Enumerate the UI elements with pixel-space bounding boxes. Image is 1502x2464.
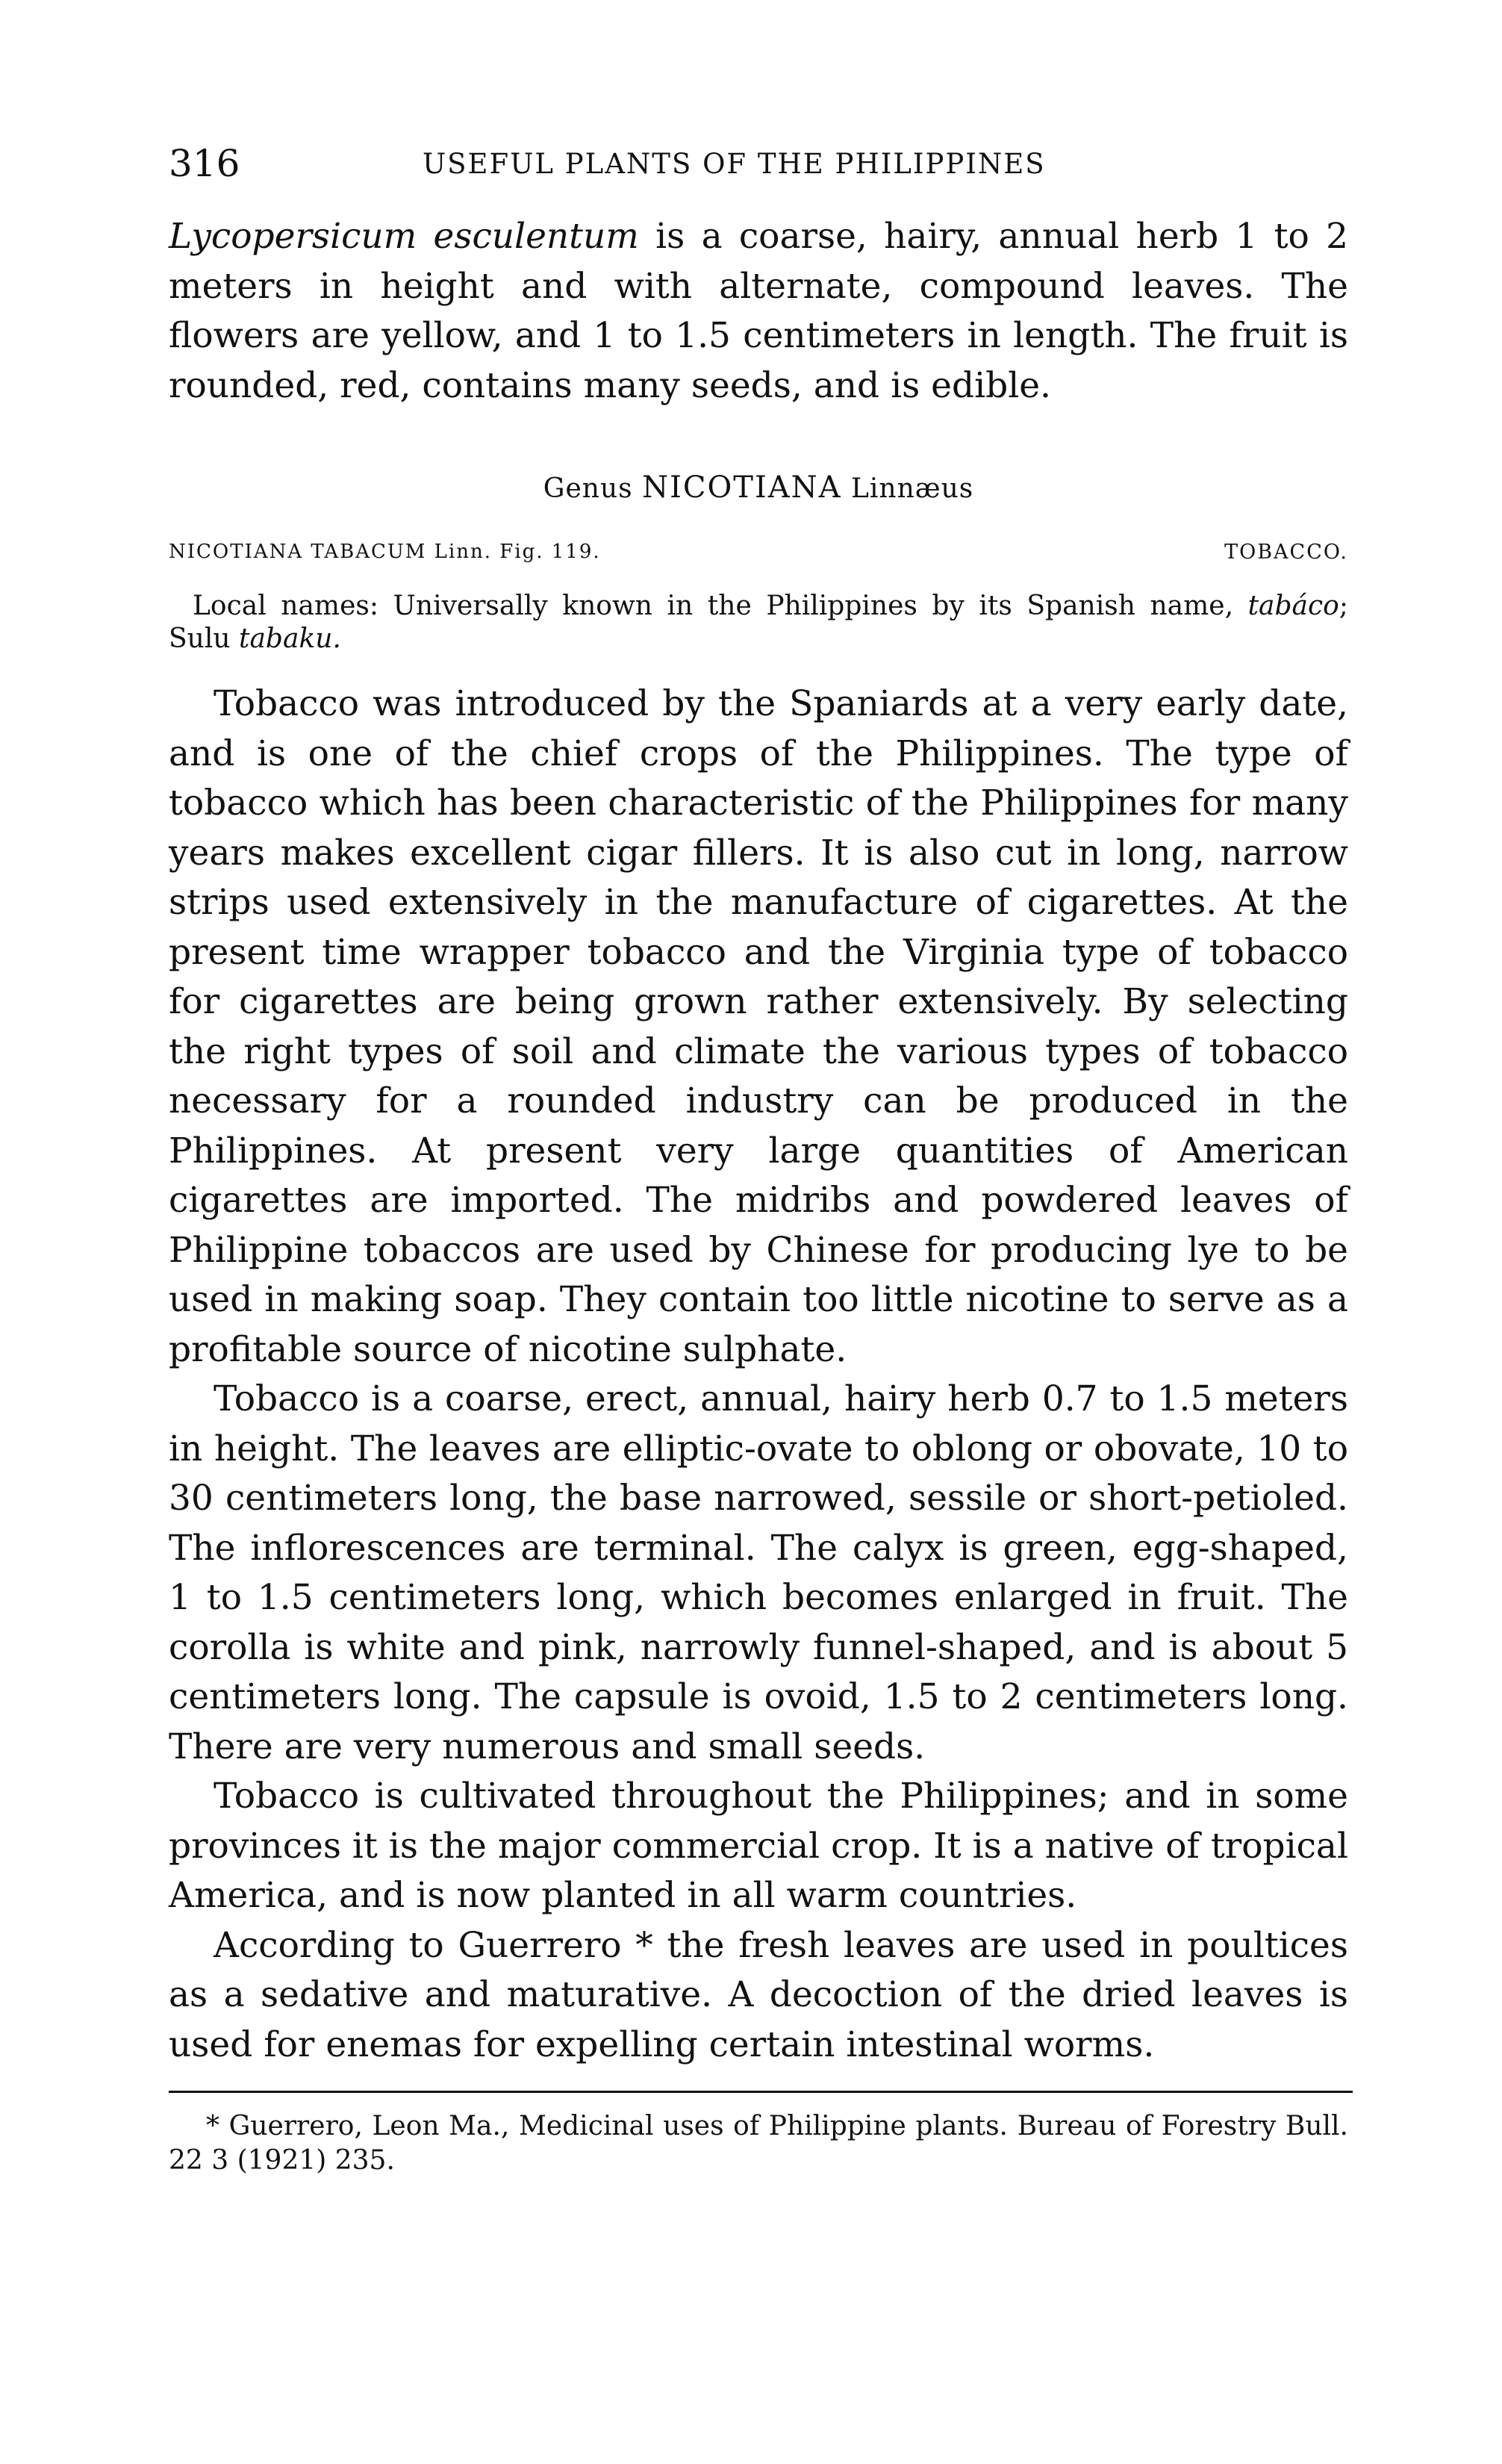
footnote-rule: [169, 2091, 1353, 2093]
species-name: NICOTIANA TABACUM Linn. Fig. 119.: [169, 541, 601, 563]
book-page: [169, 142, 1348, 2178]
footnote: * Guerrero, Leon Ma., Medicinal uses of Philippine plants. Bureau of Forestry Bull. 22 3 (1921) 235.: [169, 2111, 1348, 2176]
spanish-name: tabáco: [1247, 591, 1339, 621]
intro-paragraph: [169, 212, 1348, 411]
body-text: [169, 679, 1348, 2070]
local-names-sep: ; Sulu: [169, 591, 1348, 654]
intro-text: is a coarse, hairy, annual herb 1 to 2 meters in height and with alternate, compound leaves. The flowers are yellow, and 1 to 1.5 centimeters in length. The fruit is rounded, red, contains many seeds, and is edible.: [169, 216, 1348, 406]
body-paragraph: Tobacco is a coarse, erect, annual, hairy herb 0.7 to 1.5 meters in height. The leaves are elliptic-ovate to oblong or obovate, 10 to 30 centimeters long, the base narrowed, sessile or short-petioled. The inflorescences are terminal. The calyx is green, egg-shaped, 1 to 1.5 centimeters long, which becomes enlarged in fruit. The corolla is white and pink, narrowly funnel-shaped, and is about 5 centimeters long. The capsule is ovoid, 1.5 to 2 centimeters long. There are very numerous and small seeds.: [169, 1378, 1348, 1767]
sulu-name: tabaku.: [239, 623, 341, 654]
genus-author: Linnæus: [841, 473, 974, 504]
local-names-text: Local names: Universally known in the Philippines by its Spanish name,: [193, 591, 1248, 621]
species-italic: Lycopersicum esculentum: [169, 216, 639, 257]
genus-name: NICOTIANA: [642, 470, 842, 505]
genus-heading: [169, 470, 1348, 508]
running-head: [169, 142, 1348, 202]
species-heading: [169, 538, 1348, 570]
local-names: [169, 590, 1348, 656]
body-paragraph: Tobacco is cultivated throughout the Philippines; and in some provinces it is the major commercial crop. It is a native of tropical America, and is now planted in all warm countries.: [169, 1776, 1348, 1916]
page-number: 316: [169, 142, 240, 185]
running-title: USEFUL PLANTS OF THE PHILIPPINES: [423, 148, 1046, 180]
body-paragraph: According to Guerrero * the fresh leaves are used in poultices as a sedative and maturative. A decoction of the dried leaves is used for enemas for expelling certain intestinal worms.: [169, 1924, 1348, 2065]
body-paragraph: Tobacco was introduced by the Spaniards at a very early date, and is one of the chief crops of the Philippines. The type of tobacco which has been characteristic of the Philippines for many years makes excellent cigar fillers. It is also cut in long, narrow strips used extensively in the manufacture of cigarettes. At the present time wrapper tobacco and the Virginia type of tobacco for cigarettes are being grown rather extensively. By selecting the right types of soil and climate the various types of tobacco necessary for a rounded industry can be produced in the Philippines. At present very large quantities of American cigarettes are imported. The midribs and powdered leaves of Philippine tobaccos are used by Chinese for producing lye to be used in making soap. They contain too little nicotine to serve as a profitable source of nicotine sulphate.: [169, 683, 1348, 1370]
genus-prefix: Genus: [543, 473, 643, 504]
common-name: TOBACCO.: [1224, 541, 1348, 564]
